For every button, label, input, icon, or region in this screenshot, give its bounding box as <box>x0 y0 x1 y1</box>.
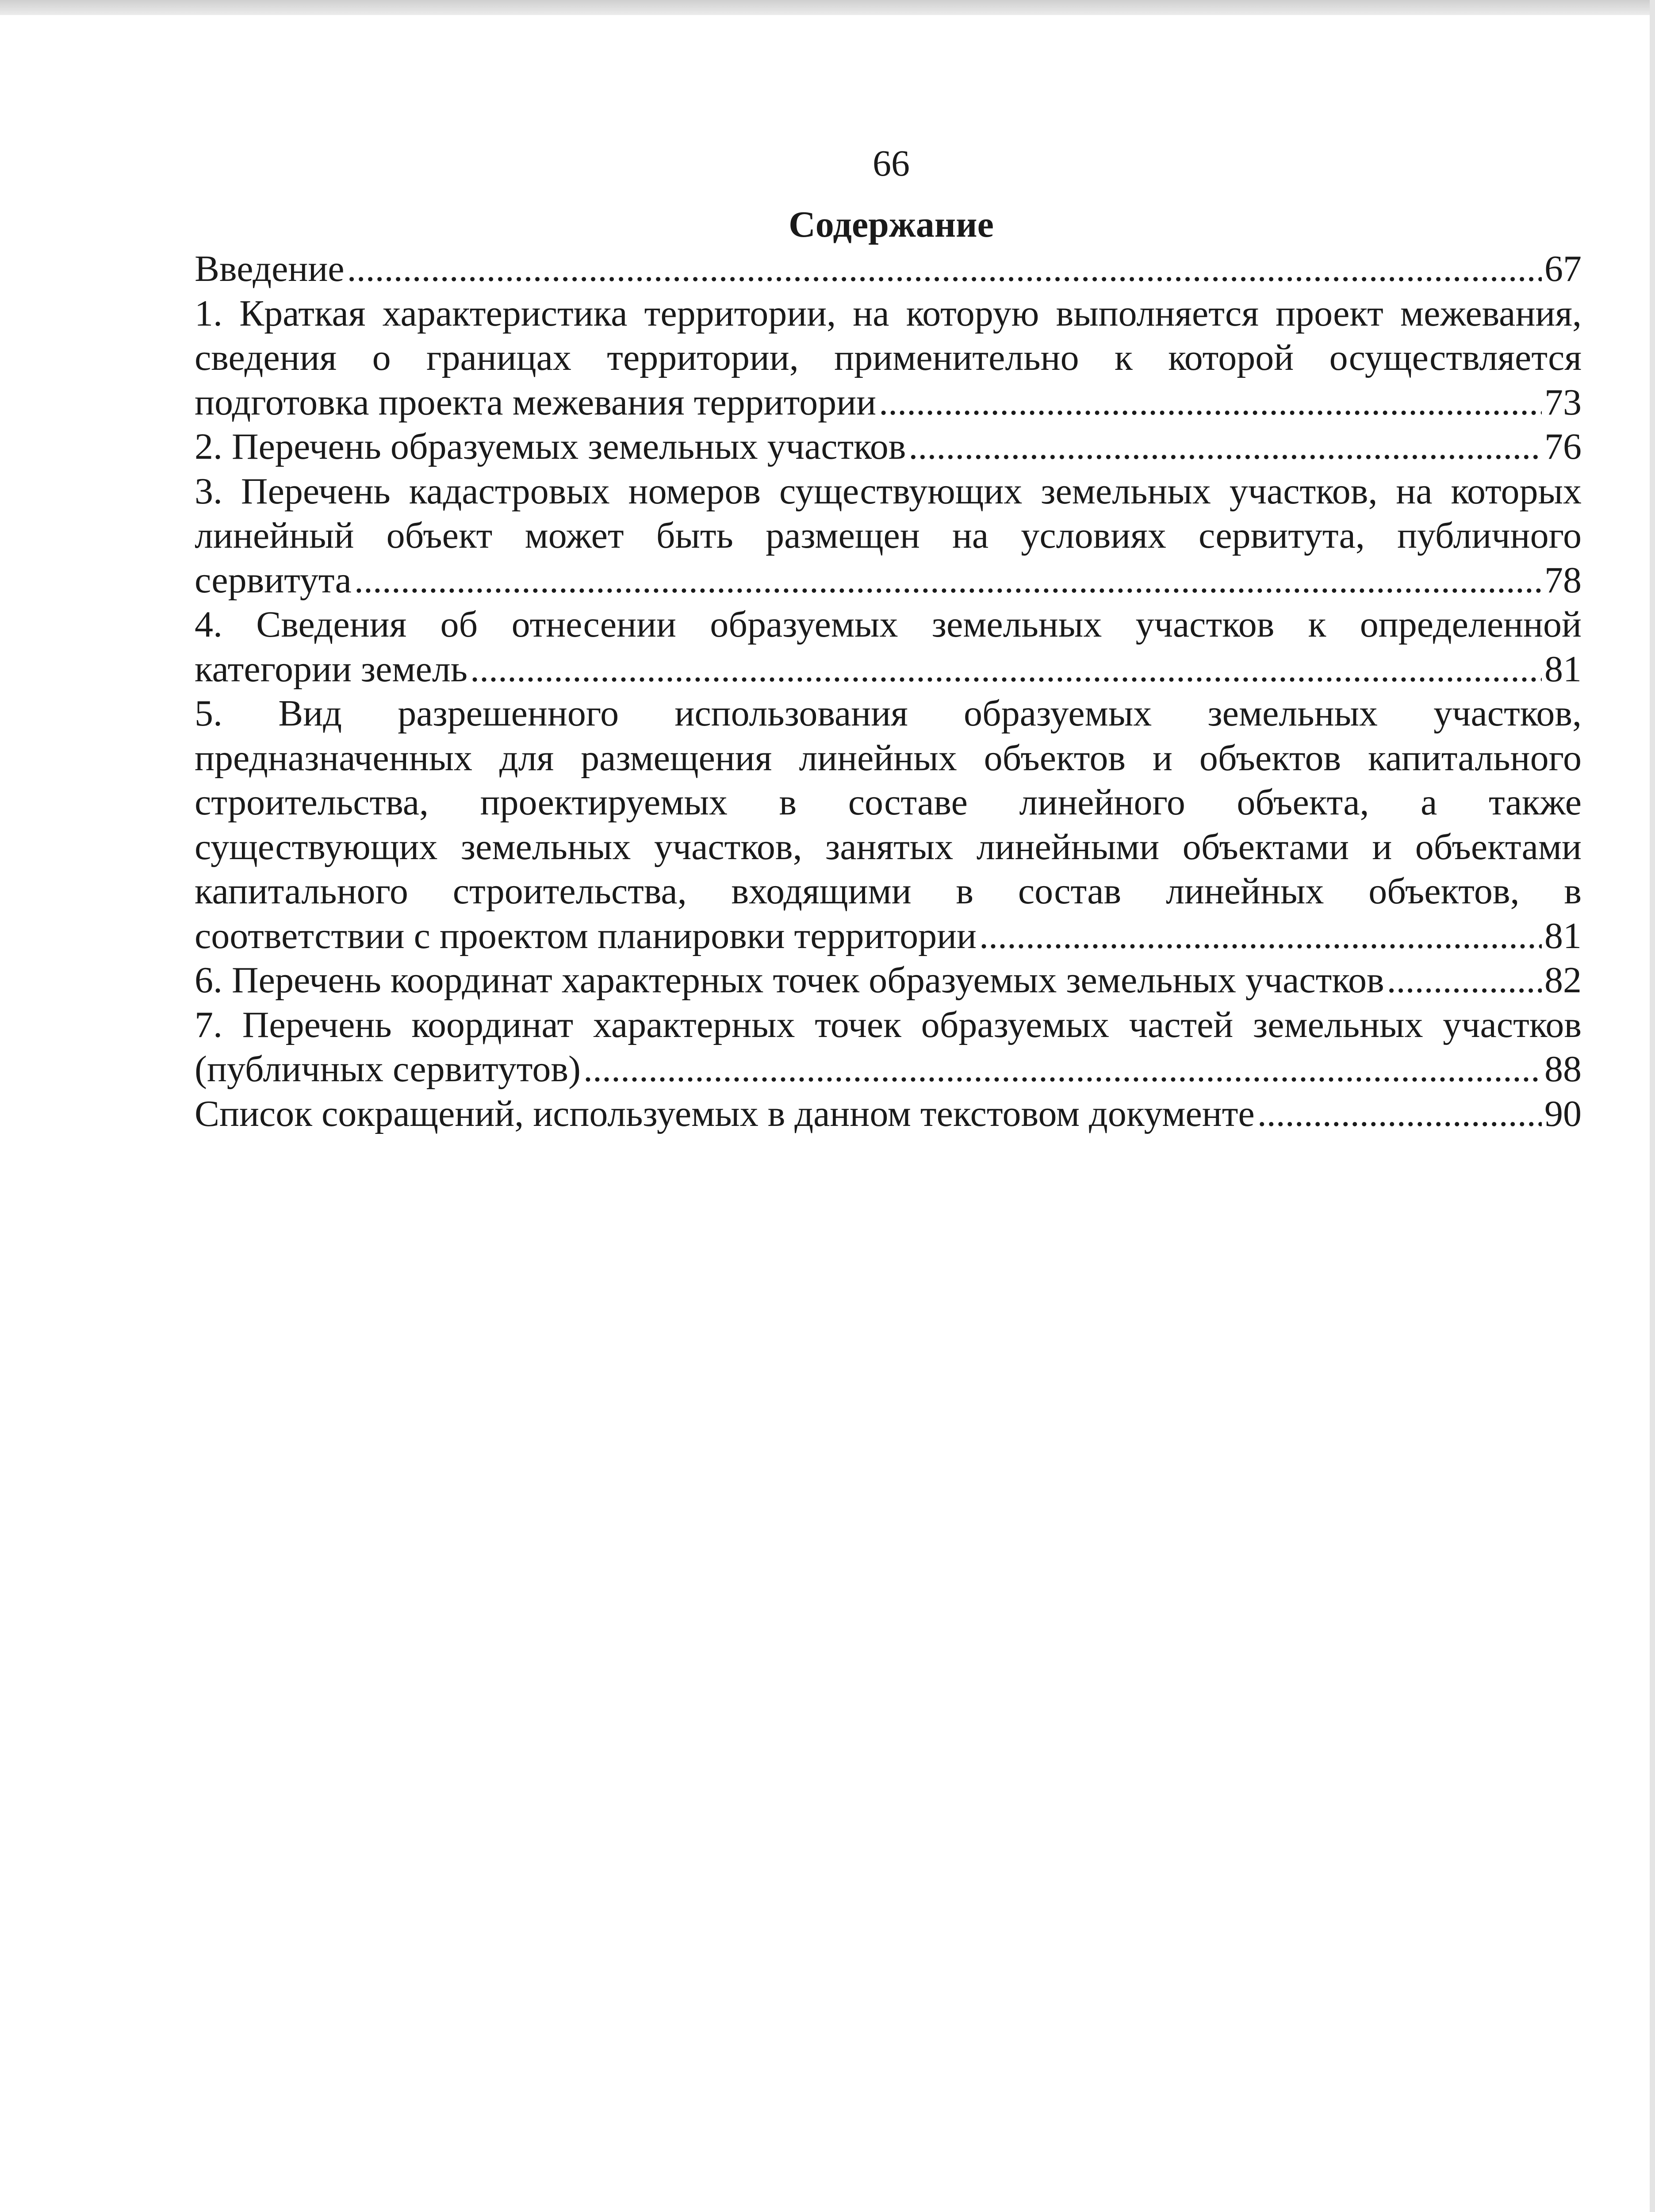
toc-page-number: 73 <box>1544 381 1582 423</box>
dot-leader <box>908 425 1542 469</box>
toc-entry-text: Список сокращений, используемых в данном текстовом документе <box>195 1093 1255 1134</box>
table-of-contents <box>195 247 1582 1136</box>
toc-entry-text: 6. Перечень координат характерных точек образуемых земельных участков <box>195 960 1384 1001</box>
toc-entry-text: Введение <box>195 248 345 289</box>
toc-entry-line <box>195 247 1582 292</box>
toc-page-number: 88 <box>1544 1048 1582 1090</box>
toc-page-number: 90 <box>1544 1093 1582 1134</box>
toc-entry-line <box>195 558 1582 603</box>
dot-leader <box>979 914 1542 959</box>
toc-page-number: 76 <box>1544 426 1582 467</box>
toc-page-number: 82 <box>1544 960 1582 1001</box>
toc-entry-text: подготовка проекта межевания территории <box>195 381 877 423</box>
scan-edge-top <box>0 0 1655 15</box>
toc-entry-line: 7. Перечень координат характерных точек образуемых частей земельных участков <box>195 1004 1582 1045</box>
toc-page-number: 67 <box>1544 248 1582 289</box>
toc-entry-line: сведения о границах территории, применительно к которой осуществляется <box>195 337 1582 378</box>
toc-entry-section-7[interactable] <box>195 1003 1582 1092</box>
toc-entry-line <box>195 914 1582 959</box>
toc-page-number: 78 <box>1544 559 1582 601</box>
toc-entry-line: 5. Вид разрешенного использования образуемых земельных участков, <box>195 693 1582 734</box>
toc-page-number: 81 <box>1544 648 1582 690</box>
toc-entry-line <box>195 425 1582 469</box>
dot-leader <box>583 1047 1542 1092</box>
page-number: 66 <box>873 143 910 184</box>
toc-entry-section-4[interactable] <box>195 603 1582 691</box>
toc-entry-section-6[interactable] <box>195 958 1582 1003</box>
dot-leader <box>1257 1092 1542 1137</box>
dot-leader <box>1387 958 1542 1003</box>
toc-entry-line <box>195 647 1582 692</box>
toc-entry-line: капитального строительства, входящими в состав линейных объектов, в <box>195 871 1582 912</box>
dot-leader <box>470 647 1542 692</box>
dot-leader <box>347 247 1542 292</box>
toc-entry-text: соответствии с проектом планировки территории <box>195 915 977 956</box>
toc-entry-text: категории земель <box>195 648 468 690</box>
toc-entry-line: существующих земельных участков, занятых линейными объектами и объектами <box>195 826 1582 868</box>
toc-entry-section-3[interactable] <box>195 469 1582 603</box>
dot-leader <box>354 558 1542 603</box>
toc-entry-line <box>195 380 1582 425</box>
toc-page-number: 81 <box>1544 915 1582 956</box>
toc-entry-line: линейный объект может быть размещен на условиях сервитута, публичного <box>195 515 1582 556</box>
toc-entry-section-2[interactable] <box>195 425 1582 469</box>
scan-edge-right <box>1650 0 1655 2212</box>
toc-entry-line: 3. Перечень кадастровых номеров существующих земельных участков, на которых <box>195 470 1582 512</box>
toc-entry-line: 4. Сведения об отнесении образуемых земельных участков к определенной <box>195 604 1582 645</box>
dot-leader <box>879 380 1542 425</box>
toc-entry-text: 2. Перечень образуемых земельных участков <box>195 426 906 467</box>
toc-entry-line <box>195 958 1582 1003</box>
toc-entry-abbreviations[interactable] <box>195 1092 1582 1137</box>
toc-entry-line: 1. Краткая характеристика территории, на которую выполняется проект межевания, <box>195 292 1582 334</box>
toc-entry-text: сервитута <box>195 559 352 601</box>
toc-entry-line <box>195 1092 1582 1137</box>
toc-entry-section-5[interactable] <box>195 691 1582 958</box>
toc-title: Содержание <box>789 204 994 245</box>
toc-entry-line: строительства, проектируемых в составе линейного объекта, а также <box>195 782 1582 823</box>
toc-entry-line <box>195 1047 1582 1092</box>
toc-entry-section-1[interactable] <box>195 292 1582 425</box>
toc-entry-line: предназначенных для размещения линейных объектов и объектов капитального <box>195 737 1582 779</box>
toc-entry-introduction[interactable] <box>195 247 1582 292</box>
toc-entry-text: (публичных сервитутов) <box>195 1048 581 1090</box>
